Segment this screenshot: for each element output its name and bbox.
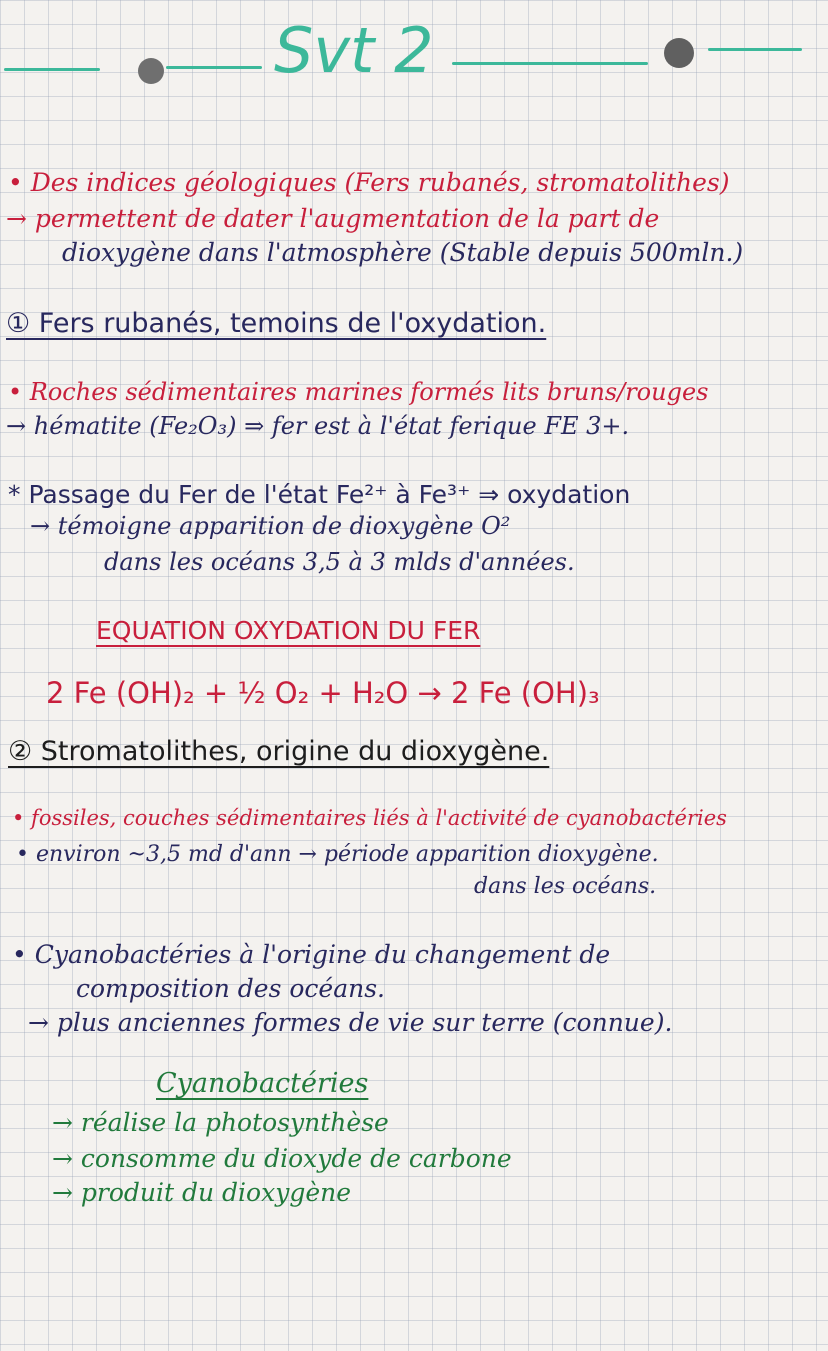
title-rule-mid-right bbox=[452, 62, 648, 65]
section2-heading: ② Stromatolithes, origine du dioxygène. bbox=[8, 736, 550, 767]
equation-title: EQUATION OXYDATION DU FER bbox=[96, 616, 481, 645]
section2-bullet-2: • environ ~3,5 md d'ann → période apparition dioxygène. bbox=[16, 842, 659, 867]
page-title: Svt 2 bbox=[274, 14, 434, 87]
cyano-item-2: → consomme du dioxyde de carbone bbox=[52, 1144, 512, 1173]
intro-line-3: dioxygène dans l'atmosphère (Stable depuis 500mln.) bbox=[62, 238, 744, 267]
section2-cyano-line-1: • Cyanobactéries à l'origine du changement de bbox=[12, 940, 611, 969]
section1-star-line-c: dans les océans 3,5 à 3 mlds d'années. bbox=[104, 548, 575, 576]
binder-hole-right bbox=[664, 38, 694, 68]
cyano-item-1: → réalise la photosynthèse bbox=[52, 1108, 389, 1137]
binder-hole-left bbox=[138, 58, 164, 84]
intro-line-1: • Des indices géologiques (Fers rubanés, stromatolithes) bbox=[8, 168, 730, 197]
section1-heading: ① Fers rubanés, temoins de l'oxydation. bbox=[6, 308, 547, 339]
cyano-title: Cyanobactéries bbox=[156, 1068, 369, 1099]
intro-line-2: → permettent de dater l'augmentation de la part de bbox=[6, 204, 660, 233]
section1-star-line-b: → témoigne apparition de dioxygène O² bbox=[30, 512, 511, 540]
section1-star-line: * Passage du Fer de l'état Fe²⁺ à Fe³⁺ ⇒ oxydation bbox=[8, 480, 631, 509]
section2-cyano-line-2: composition des océans. bbox=[76, 974, 385, 1003]
equation-formula: 2 Fe (OH)₂ + ½ O₂ + H₂O → 2 Fe (OH)₃ bbox=[46, 676, 600, 710]
section2-bullet-2b: dans les océans. bbox=[474, 874, 657, 899]
title-rule-mid-left bbox=[166, 66, 262, 69]
title-rule-right bbox=[708, 48, 802, 51]
section2-bullet-1: • fossiles, couches sédimentaires liés à l'activité de cyanobactéries bbox=[12, 806, 727, 830]
section1-bullet-1b: → hématite (Fe₂O₃) ⇒ fer est à l'état ferique FE 3+. bbox=[6, 412, 630, 440]
title-rule-left bbox=[4, 68, 100, 71]
section2-cyano-line-3: → plus anciennes formes de vie sur terre (connue). bbox=[28, 1008, 673, 1037]
cyano-item-3: → produit du dioxygène bbox=[52, 1178, 352, 1207]
section1-bullet-1: • Roches sédimentaires marines formés lits bruns/rouges bbox=[8, 378, 709, 406]
